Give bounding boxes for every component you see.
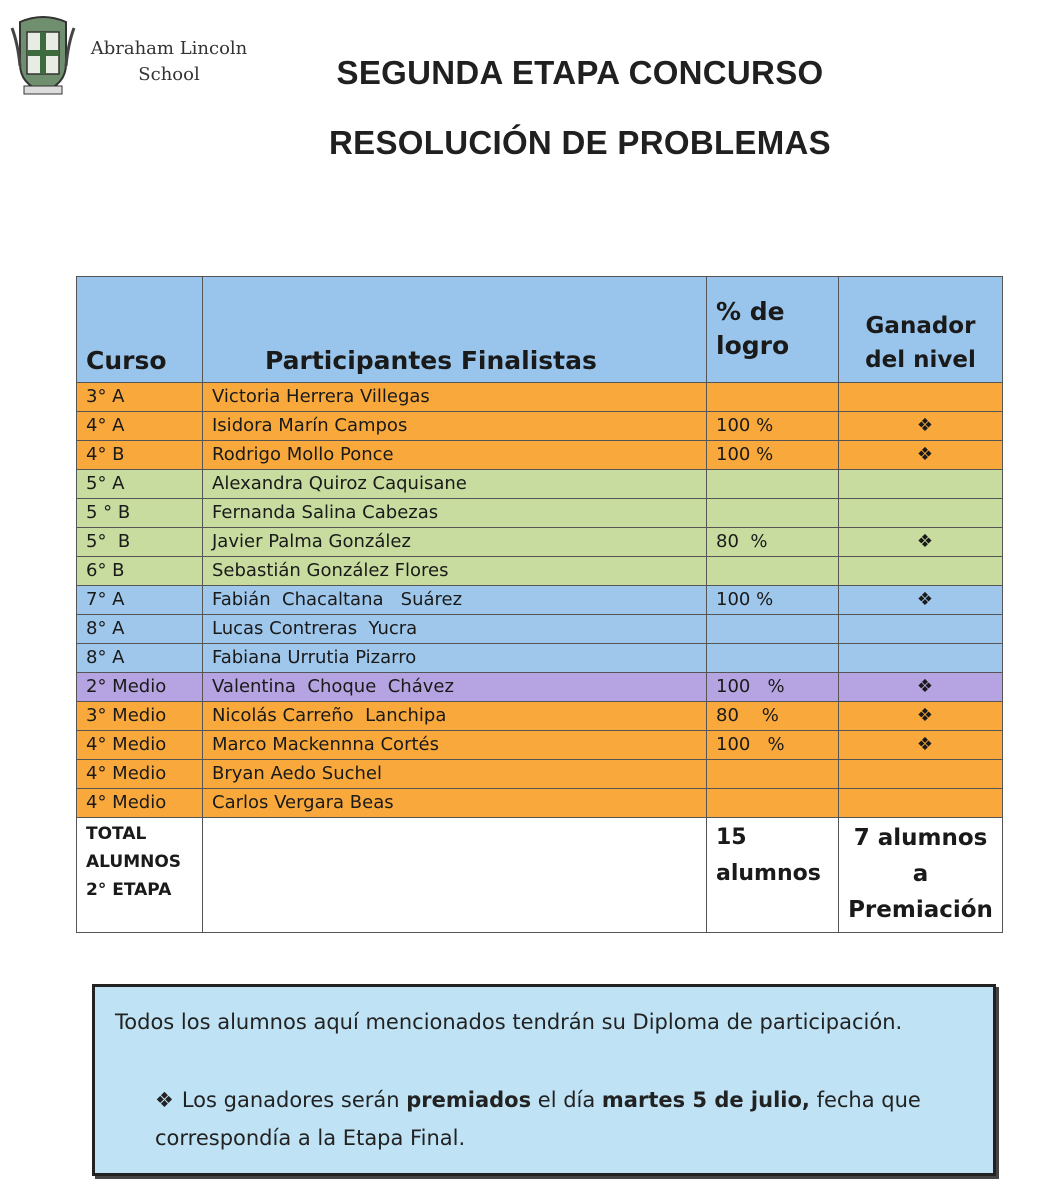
total-winners [839, 818, 1003, 933]
table-row [77, 673, 1003, 702]
cell-logro: 100 % [707, 412, 839, 441]
winner-diamond-icon: ❖ [916, 444, 934, 465]
page-title: SEGUNDA ETAPA CONCURSO [336, 54, 824, 91]
cell-nombre: Isidora Marín Campos [203, 412, 707, 441]
winner-diamond-icon: ❖ [916, 531, 934, 552]
header-logro-line1: % de [716, 296, 785, 326]
cell-curso: 5° B [77, 528, 203, 557]
cell-curso: 4° Medio [77, 760, 203, 789]
table-row [77, 470, 1003, 499]
cell-ganador [839, 499, 1003, 528]
cell-ganador [839, 528, 1003, 557]
header-participantes: Participantes Finalistas [203, 277, 707, 383]
total-label-line2: ALUMNOS [86, 852, 182, 872]
total-count-line2: alumnos [716, 861, 821, 886]
table-header-row [77, 277, 1003, 383]
cell-nombre: Fernanda Salina Cabezas [203, 499, 707, 528]
cell-logro: 100 % [707, 441, 839, 470]
cell-curso: 3° Medio [77, 702, 203, 731]
cell-curso: 4° Medio [77, 731, 203, 760]
cell-logro: 100 % [707, 673, 839, 702]
crest-icon [10, 14, 76, 98]
header-ganador [839, 277, 1003, 383]
cell-ganador [839, 731, 1003, 760]
school-crest-logo [10, 14, 76, 98]
cell-logro: 80 % [707, 702, 839, 731]
cell-nombre: Victoria Herrera Villegas [203, 383, 707, 412]
cell-nombre: Bryan Aedo Suchel [203, 760, 707, 789]
cell-logro [707, 760, 839, 789]
cell-nombre: Lucas Contreras Yucra [203, 615, 707, 644]
table-row [77, 528, 1003, 557]
header-curso: Curso [77, 277, 203, 383]
cell-logro: 80 % [707, 528, 839, 557]
cell-logro: 100 % [707, 731, 839, 760]
cell-curso: 5° A [77, 470, 203, 499]
table-row [77, 760, 1003, 789]
cell-nombre: Alexandra Quiroz Caquisane [203, 470, 707, 499]
cell-logro [707, 499, 839, 528]
cell-logro [707, 383, 839, 412]
school-name [84, 36, 254, 88]
notice-bold-date: martes 5 de julio, [601, 1088, 810, 1112]
cell-curso: 8° A [77, 615, 203, 644]
cell-curso: 7° A [77, 586, 203, 615]
total-row [77, 818, 1003, 933]
notice-text-2: el día [531, 1088, 602, 1112]
cell-ganador [839, 557, 1003, 586]
cell-ganador [839, 586, 1003, 615]
table-row [77, 731, 1003, 760]
cell-nombre: Nicolás Carreño Lanchipa [203, 702, 707, 731]
cell-curso: 6° B [77, 557, 203, 586]
header-ganador-line2: del nivel [865, 346, 976, 373]
cell-logro [707, 557, 839, 586]
notice-bold-premiados: premiados [406, 1088, 532, 1112]
cell-nombre: Fabián Chacaltana Suárez [203, 586, 707, 615]
total-win-line2: a [912, 861, 929, 887]
cell-ganador [839, 383, 1003, 412]
table-row [77, 789, 1003, 818]
table-row [77, 586, 1003, 615]
cell-curso: 8° A [77, 644, 203, 673]
header-logro [707, 277, 839, 383]
cell-nombre: Javier Palma González [203, 528, 707, 557]
winner-diamond-icon: ❖ [916, 705, 934, 726]
table-body [77, 383, 1003, 818]
page-subtitle: RESOLUCIÓN DE PROBLEMAS [329, 124, 831, 161]
cell-nombre: Valentina Choque Chávez [203, 673, 707, 702]
header-ganador-line1: Ganador [865, 312, 976, 339]
cell-nombre: Marco Mackennna Cortés [203, 731, 707, 760]
cell-nombre: Sebastián González Flores [203, 557, 707, 586]
cell-ganador [839, 760, 1003, 789]
notice-text-3: fecha que correspondía a la Etapa Final. [155, 1088, 921, 1150]
cell-ganador [839, 615, 1003, 644]
total-label-line1: TOTAL [86, 824, 147, 844]
cell-logro: 100 % [707, 586, 839, 615]
table-row [77, 615, 1003, 644]
winner-diamond-icon: ❖ [916, 589, 934, 610]
notice-box [92, 984, 996, 1176]
cell-curso: 2° Medio [77, 673, 203, 702]
winner-diamond-icon: ❖ [916, 734, 934, 755]
notice-text-1: Los ganadores serán [181, 1088, 407, 1112]
diamond-bullet-icon: ❖ [155, 1088, 174, 1112]
table-row [77, 499, 1003, 528]
cell-logro [707, 470, 839, 499]
cell-logro [707, 644, 839, 673]
winner-diamond-icon: ❖ [916, 415, 934, 436]
notice-paragraph: Todos los alumnos aquí mencionados tendrán su Diploma de participación. [115, 1010, 903, 1034]
table-row [77, 412, 1003, 441]
cell-curso: 3° A [77, 383, 203, 412]
cell-ganador [839, 441, 1003, 470]
total-label-line3: 2° ETAPA [86, 880, 172, 900]
cell-nombre: Rodrigo Mollo Ponce [203, 441, 707, 470]
cell-curso: 4° B [77, 441, 203, 470]
table-row [77, 702, 1003, 731]
table-row [77, 383, 1003, 412]
cell-curso: 4° Medio [77, 789, 203, 818]
cell-logro [707, 615, 839, 644]
cell-ganador [839, 789, 1003, 818]
notice-bullet-paragraph [155, 1081, 975, 1157]
school-name-line2: School [138, 64, 200, 85]
table-row [77, 557, 1003, 586]
total-win-line3: Premiación [848, 897, 993, 923]
total-label [77, 818, 203, 933]
school-name-line1: Abraham Lincoln [90, 38, 248, 59]
total-count-line1: 15 [716, 825, 747, 850]
total-win-line1: 7 alumnos [853, 825, 988, 851]
total-empty-cell [203, 818, 707, 933]
cell-ganador [839, 673, 1003, 702]
cell-curso: 4° A [77, 412, 203, 441]
table-row [77, 644, 1003, 673]
cell-ganador [839, 412, 1003, 441]
header-logro-line2: logro [716, 330, 790, 360]
cell-nombre: Fabiana Urrutia Pizarro [203, 644, 707, 673]
cell-curso: 5 ° B [77, 499, 203, 528]
winner-diamond-icon: ❖ [916, 676, 934, 697]
cell-logro [707, 789, 839, 818]
total-count [707, 818, 839, 933]
cell-ganador [839, 644, 1003, 673]
cell-nombre: Carlos Vergara Beas [203, 789, 707, 818]
finalists-table [76, 276, 1003, 933]
cell-ganador [839, 470, 1003, 499]
cell-ganador [839, 702, 1003, 731]
table-row [77, 441, 1003, 470]
